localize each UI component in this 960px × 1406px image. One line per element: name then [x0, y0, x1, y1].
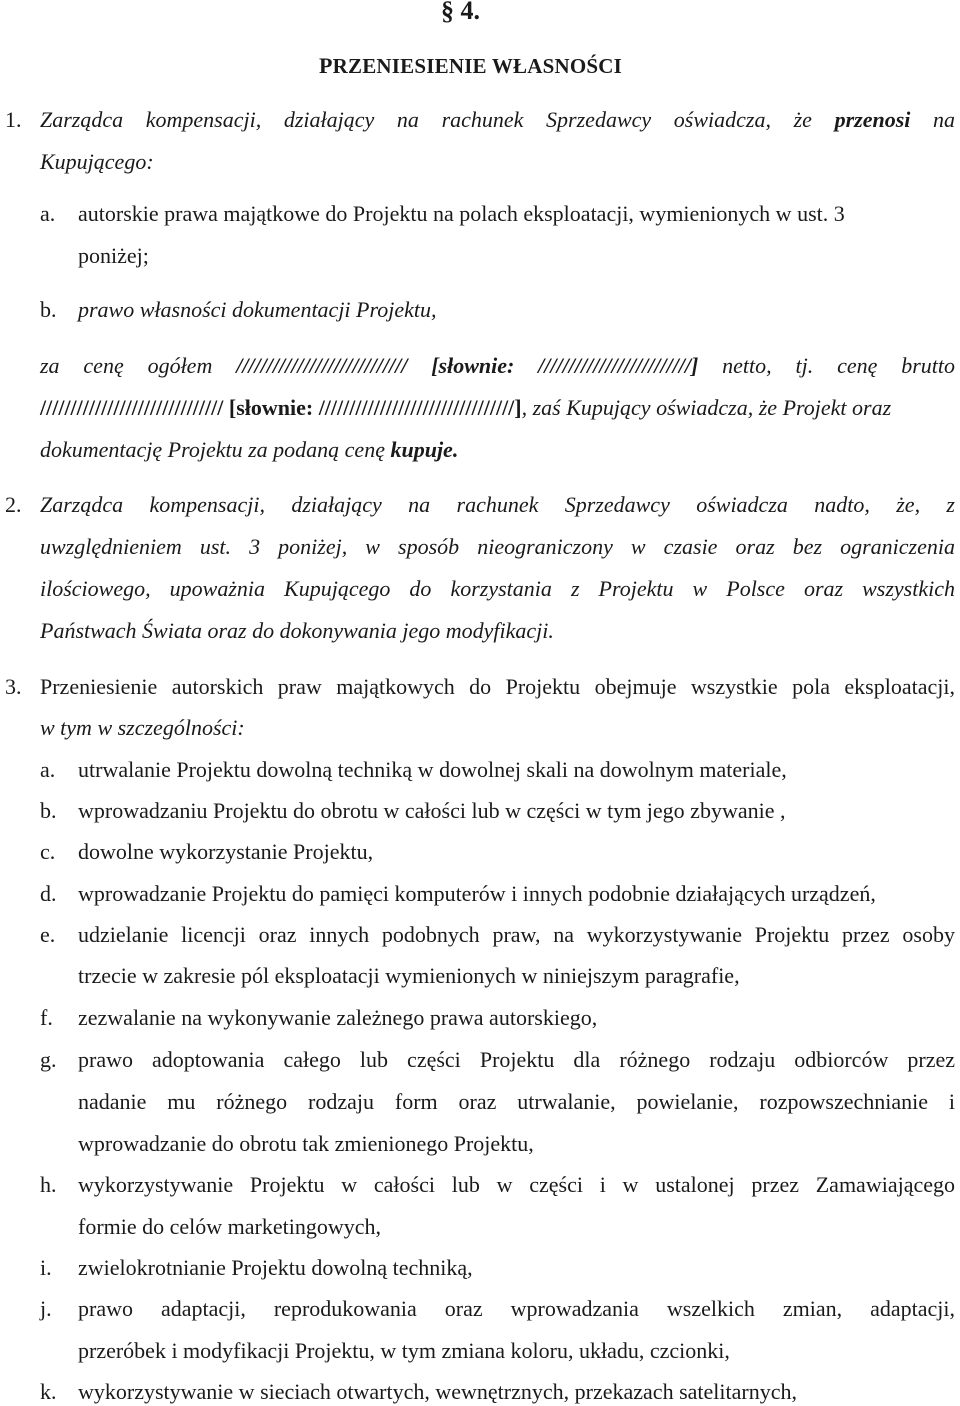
paragraph-1-line-1 — [40, 106, 955, 134]
list-item-line: wykorzystywanie Projektu w całości lub w części i w ustalonej przez Zamawiającego — [78, 1172, 955, 1197]
list-item-line: przeróbek i modyfikacji Projektu, w tym zmiana koloru, układu, czcionki, — [78, 1338, 730, 1363]
list-item-line: wprowadzanie Projektu do pamięci komputerów i innych podobnie działających urządzeń, — [78, 881, 876, 906]
list-item-line: zwielokrotnianie Projektu dowolną techniką, — [78, 1255, 473, 1280]
price-net-text: netto, tj. cenę brutto — [722, 353, 956, 378]
paragraph-1-number: 1. — [5, 107, 22, 132]
price-net-placeholder: //////////////////////////// [słownie: /////////////////////////] — [236, 353, 699, 378]
price-gross-placeholder: ////////////////////////////// [słownie: ////////////////////////////////] — [40, 395, 522, 420]
p1-item-a-label: a. — [40, 201, 56, 226]
list-item-line: wprowadzaniu Projektu do obrotu w całości lub w części w tym jego zbywanie , — [78, 798, 786, 823]
list-item-line: formie do celów marketingowych, — [78, 1214, 382, 1239]
section-number: § 4. — [441, 0, 480, 25]
paragraph-1-line-2: Kupującego: — [40, 149, 154, 174]
list-item-line: utrwalanie Projektu dowolną techniką w dowolnej skali na dowolnym materiale, — [78, 757, 787, 782]
list-item-line: wprowadzanie do obrotu tak zmienionego Projektu, — [78, 1131, 534, 1156]
list-item-line: prawo adaptacji, reprodukowania oraz wprowadzania wszelkich zmian, adaptacji, — [78, 1296, 955, 1321]
list-item-line: udzielanie licencji oraz innych podobnych praw, na wykorzystywanie Projektu przez osoby — [78, 922, 955, 947]
price-line-2 — [40, 394, 891, 422]
title-rest: RZENIESIENIE WŁASNOŚCI — [332, 54, 623, 78]
p1-item-a-line-2: poniżej; — [78, 243, 149, 268]
p1-item-b-label: b. — [40, 297, 57, 322]
list-item-line: zezwalanie na wykonywanie zależnego prawa autorskiego, — [78, 1005, 598, 1030]
list-item-label: e. — [40, 922, 56, 947]
list-item-label: c. — [40, 839, 56, 864]
list-item-label: h. — [40, 1172, 57, 1197]
p1-text-a: Zarządca kompensacji, działający na rachunek Sprzedawcy oświadcza, że — [40, 107, 812, 132]
list-item-line: wykorzystywanie w sieciach otwartych, wewnętrznych, przekazach satelitarnych, — [78, 1379, 797, 1404]
paragraph-2-line-1: Zarządca kompensacji, działający na rachunek Sprzedawcy oświadcza nadto, że, z — [40, 492, 955, 517]
list-item-label: j. — [40, 1296, 52, 1321]
list-item-label: b. — [40, 798, 57, 823]
list-item-line: trzecie w zakresie pól eksploatacji wymienionych w niniejszym paragrafie, — [78, 963, 740, 988]
paragraph-2-line-3: ilościowego, upoważnia Kupującego do korzystania z Projektu w Polsce oraz wszystkich — [40, 576, 955, 601]
p1-item-a-line-1: autorskie prawa majątkowe do Projektu na polach eksploatacji, wymienionych w ust. 3 — [78, 201, 845, 226]
list-item-line: prawo adoptowania całego lub części Projektu dla różnego rodzaju odbiorców przez — [78, 1047, 955, 1072]
paragraph-2-number: 2. — [5, 492, 22, 517]
paragraph-3-line-1: Przeniesienie autorskich praw majątkowych do Projektu obejmuje wszystkie pola eksploatacji, — [40, 674, 955, 699]
list-item-label: i. — [40, 1255, 52, 1280]
section-title — [319, 53, 622, 79]
list-item-label: d. — [40, 881, 57, 906]
list-item-line: dowolne wykorzystanie Projektu, — [78, 839, 374, 864]
paragraph-2-line-2: uwzględnieniem ust. 3 poniżej, w sposób nieograniczony w czasie oraz bez ograniczenia — [40, 534, 955, 559]
paragraph-3-number: 3. — [5, 674, 22, 699]
price-gross-text: , zaś Kupujący oświadcza, że Projekt oraz — [521, 395, 892, 420]
p1-item-b-line-1: prawo własności dokumentacji Projektu, — [78, 297, 437, 322]
p1-keyword-przenosi: przenosi — [834, 107, 911, 132]
list-item-line: nadanie mu różnego rodzaju form oraz utrwalanie, powielanie, rozpowszechnianie i — [78, 1089, 955, 1114]
keyword-kupuje: kupuje. — [390, 437, 459, 462]
title-initial: P — [319, 53, 333, 78]
list-item-label: a. — [40, 757, 56, 782]
price-line-3 — [40, 436, 458, 464]
paragraph-2-line-4: Państwach Świata oraz do dokonywania jego modyfikacji. — [40, 618, 554, 643]
p1-text-c: na — [933, 107, 956, 132]
list-item-label: f. — [40, 1005, 53, 1030]
price-final-text: dokumentację Projektu za podaną cenę — [40, 437, 385, 462]
paragraph-3-line-2: w tym w szczególności: — [40, 715, 245, 740]
price-line-1 — [40, 352, 955, 380]
list-item-label: g. — [40, 1047, 57, 1072]
list-item-label: k. — [40, 1379, 57, 1404]
price-intro: za cenę ogółem — [40, 353, 213, 378]
